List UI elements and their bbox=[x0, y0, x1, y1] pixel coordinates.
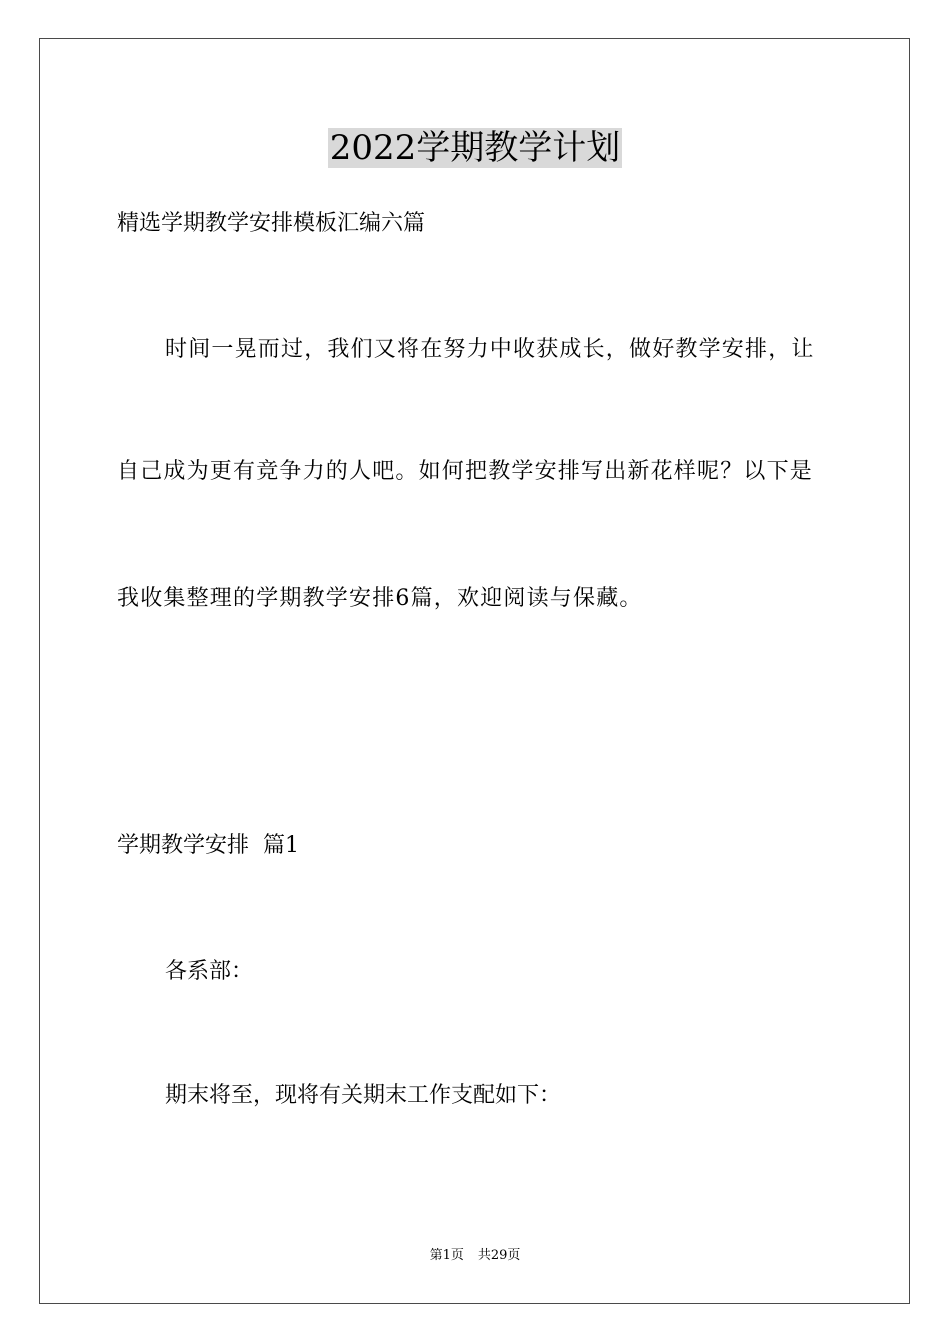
page-footer bbox=[0, 1247, 950, 1265]
page-total: 共29页 bbox=[477, 1248, 521, 1263]
intro-paragraph-line-2: 自己成为更有竞争力的人吧。如何把教学安排写出新花样呢？以下是 bbox=[117, 459, 814, 484]
section-heading: 学期教学安排 篇1 bbox=[117, 833, 299, 858]
document-title-text: 2022学期教学计划 bbox=[329, 128, 621, 168]
greeting-line: 各系部： bbox=[165, 959, 254, 984]
intro-paragraph-line-3: 我收集整理的学期教学安排6篇，欢迎阅读与保藏。 bbox=[117, 586, 643, 611]
body-paragraph: 期末将至，现将有关期末工作支配如下： bbox=[165, 1083, 562, 1108]
intro-paragraph-line-1: 时间一晃而过，我们又将在努力中收获成长，做好教学安排，让 bbox=[165, 337, 815, 362]
page-number: 第1页 bbox=[429, 1248, 464, 1263]
document-title bbox=[0, 126, 950, 170]
document-subtitle: 精选学期教学安排模板汇编六篇 bbox=[117, 211, 426, 236]
